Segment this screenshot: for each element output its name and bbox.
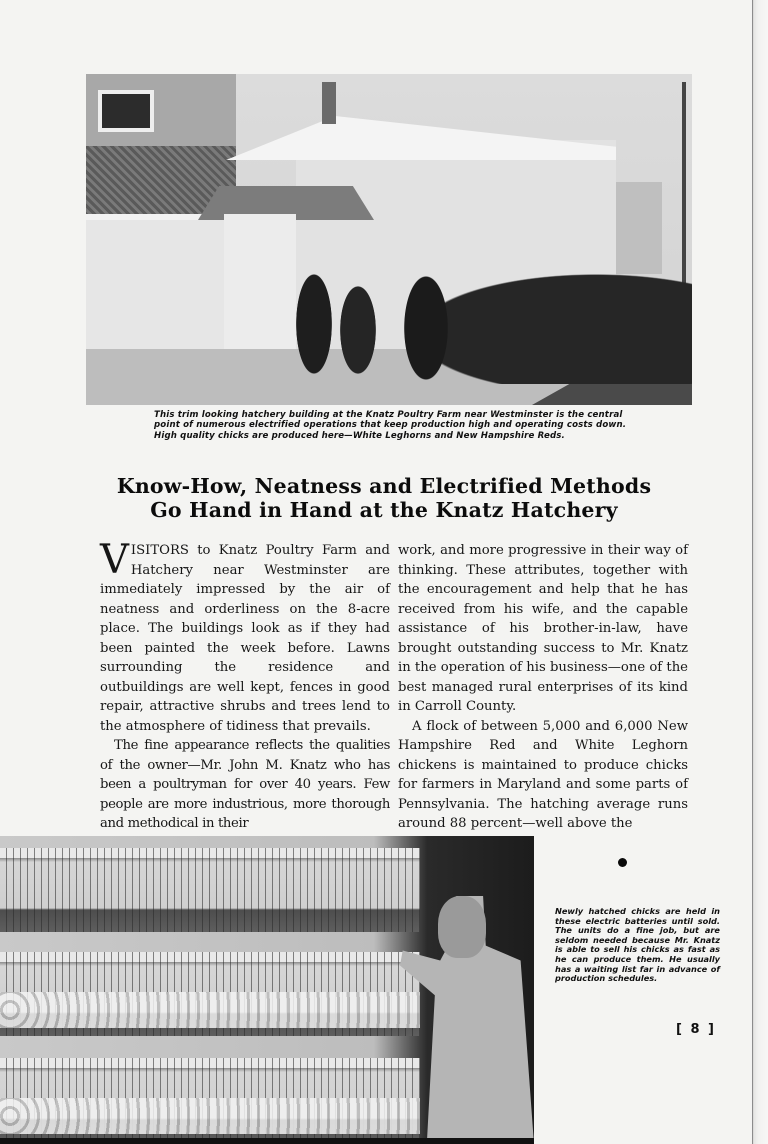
headline-line-1: Know-How, Neatness and Electrified Methods <box>116 474 652 498</box>
paragraph-1-text: ISITORS to Knatz Poultry Farm and Hatchery near Westminster are immediately impressed by the air of neatness and orderliness on the 8-acre place. The buildings look as if they had been painted the week before. Lawns surrounding the residence and outbuildings are well kept, fences in good repair, attractive shrubs and trees lend to the atmosphere of tidiness that prevails. <box>100 543 390 734</box>
article-column-right <box>398 541 688 834</box>
photo-man-head <box>438 896 486 958</box>
article-paragraph-2: The fine appearance reflects the qualities of the owner—Mr. John M. Knatz who has been a poultryman for over 40 years. Few people are more industrious, more thorough and methodical in their <box>100 738 390 831</box>
top-photo-caption: This trim looking hatchery building at the Knatz Poultry Farm near Westminster is the central point of numerous electrified operations that keep production high and operating costs down. High quality chicks are produced here—White Leghorns and New Hampshire Reds. <box>154 410 627 441</box>
hatchery-building-photo <box>86 74 692 405</box>
photo-chicks <box>0 1098 420 1134</box>
photo-garage <box>86 214 226 355</box>
photo-chimney <box>322 82 336 124</box>
photo-shrubs <box>296 264 692 384</box>
headline-line-2: Go Hand in Hand at the Knatz Hatchery <box>150 498 618 522</box>
battery-tier <box>0 848 420 932</box>
photo-shed <box>224 214 296 354</box>
page-number: [ 8 ] <box>676 1022 716 1037</box>
article-paragraph-2-continued: work, and more progressive in their way of thinking. These attributes, together with the encouragement and help that he has received from his wife, and the capable assistance of his brother-in-law, have brought outstanding success to Mr. Knatz in the operation of his business—one of the best managed rural enterprises of its kind in Carroll County. <box>398 543 688 714</box>
article-headline <box>90 474 678 522</box>
photo-bottom-edge <box>0 1138 534 1144</box>
photo-chicks <box>0 992 420 1028</box>
photo-window <box>98 90 154 132</box>
bullet-icon <box>618 858 627 867</box>
page-gutter-shadow <box>752 0 768 1144</box>
drop-cap: V <box>100 537 129 583</box>
article-paragraph-3: A flock of between 5,000 and 6,000 New Hampshire Red and White Leghorn chickens is maintained to produce chicks for farmers in Maryland and some parts of Pennsylvania. The hatching average runs around 88 percent—well above the <box>398 718 688 831</box>
side-photo-caption: Newly hatched chicks are held in these electric batteries until sold. The units do a fine job, but are seldom needed because Mr. Knatz is able to sell his chicks as fast as he can produce them. He usually has a waiting list far in advance of production schedules. <box>555 906 720 984</box>
chick-batteries-photo <box>0 836 534 1144</box>
article-paragraph-1 <box>100 537 390 736</box>
article-column-left <box>100 537 390 834</box>
